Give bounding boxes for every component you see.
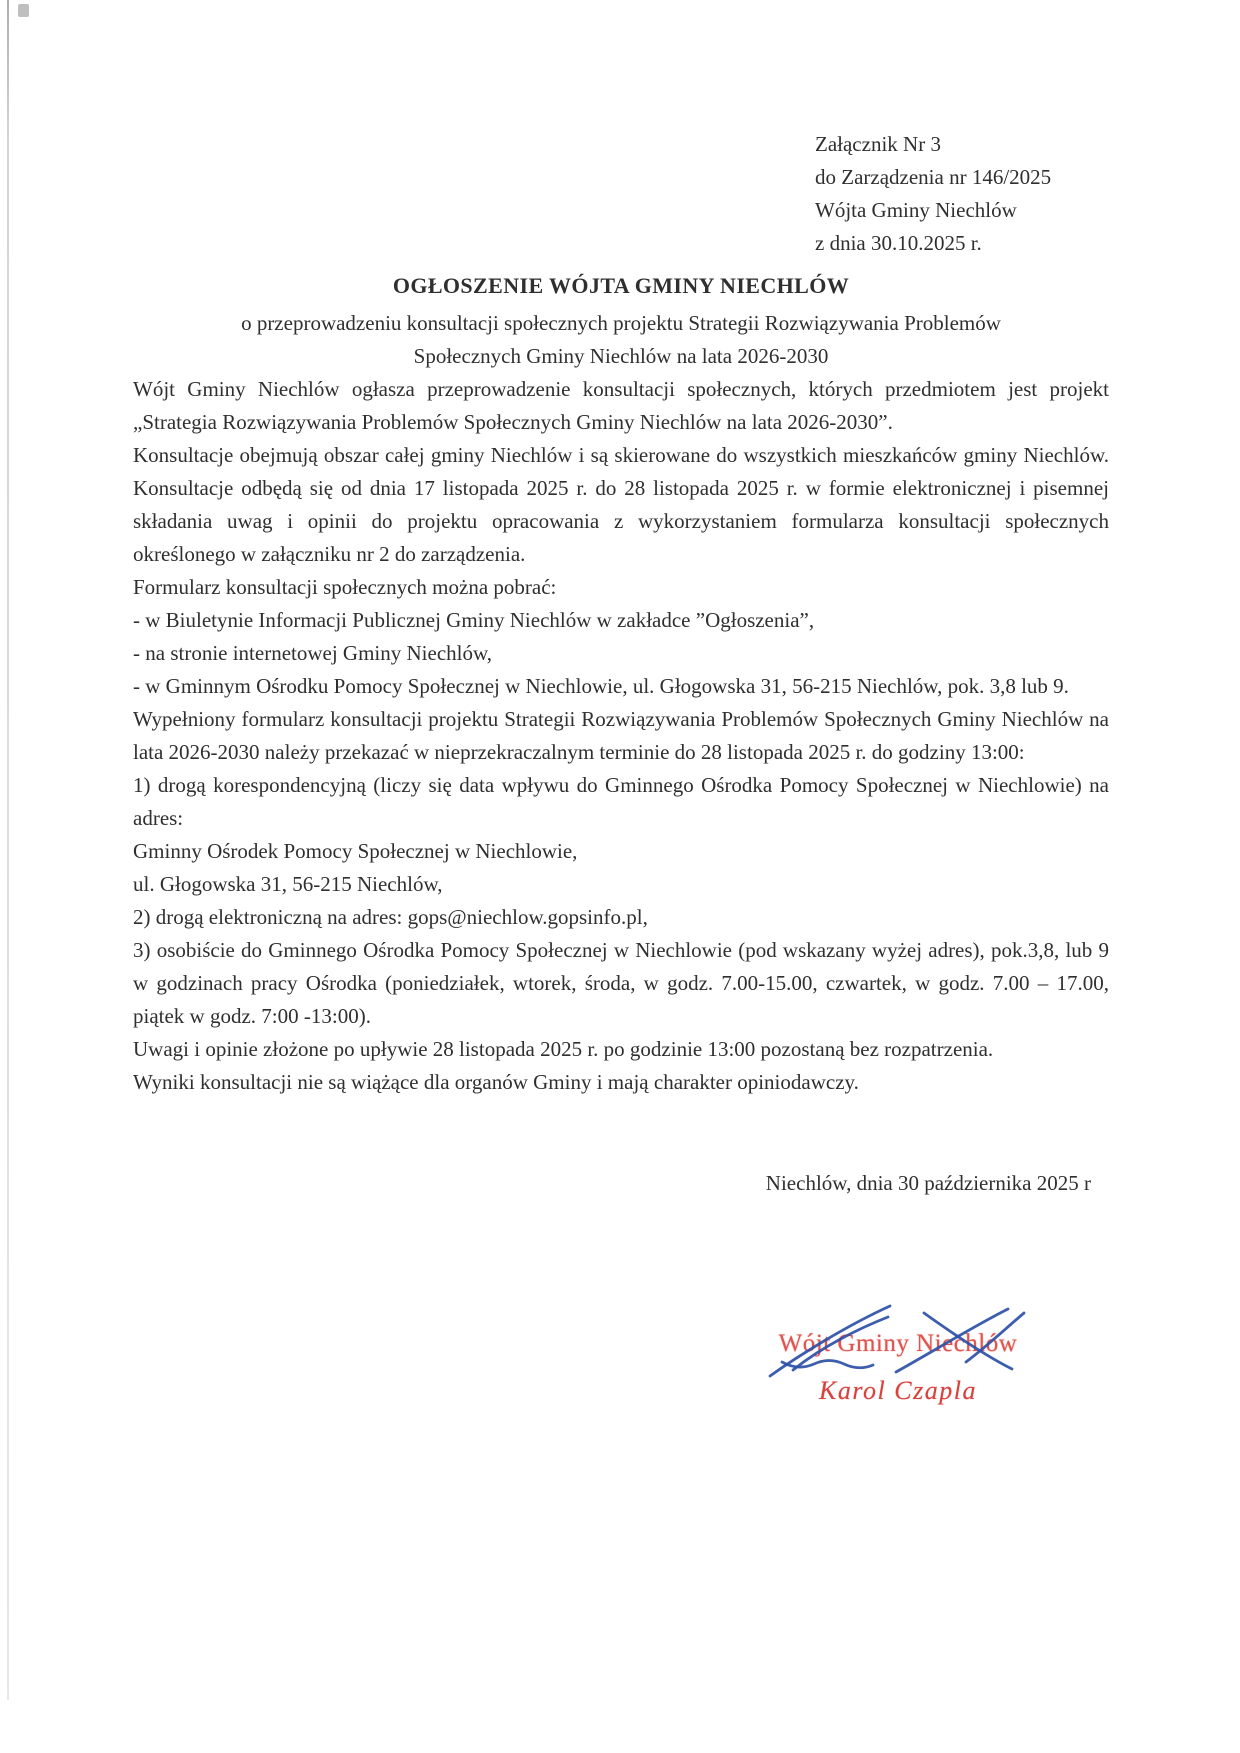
scan-corner-artifact — [18, 4, 29, 17]
consultation-scope-paragraph: Konsultacje obejmują obszar całej gminy Niechlów i są skierowane do wszystkich mieszkańców gminy Niechlów. Konsultacje odbędą się od dnia 17 listopada 2025 r. do 28 listopada 2025 r. w formie elektronicznej i pisemnej składania uwag i opinii do projektu opracowania z wykorzystaniem formularza konsultacji społecznych określonego w załączniku nr 2 do zarządzenia. — [133, 443, 1109, 566]
document-content — [133, 0, 1109, 1196]
submission-method-in-person: 3) osobiście do Gminnego Ośrodka Pomocy Społecznej w Niechlowie (pod wskazany wyżej adres), pok.3,8, lub 9 w godzinach pracy Ośrodka (poniedziałek, wtorek, środa, w godz. 7.00-15.00, czwartek, w godz. 7.00 – 17.00, piątek w godz. 7:00 -13:00). — [133, 938, 1109, 1028]
signatory-name: Karol Czapla — [819, 1376, 977, 1405]
download-location-office: - w Gminnym Ośrodku Pomocy Społecznej w Niechlowie, ul. Głogowska 31, 56-215 Niechlów, pok. 3,8 lub 9. — [133, 674, 1069, 698]
ordinance-date: z dnia 30.10.2025 r. — [815, 231, 982, 255]
submission-method-mail: 1) drogą korespondencyjną (liczy się data wpływu do Gminnego Ośrodka Pomocy Społecznej w Niechlowie) na adres: — [133, 773, 1109, 830]
document-title: OGŁOSZENIE WÓJTA GMINY NIECHLÓW — [392, 273, 850, 298]
handwritten-signature — [738, 1300, 1038, 1385]
office-address-name: Gminny Ośrodek Pomocy Społecznej w Niechlowie, — [133, 839, 578, 863]
place-and-date-line: Niechlów, dnia 30 października 2025 r — [765, 1171, 1091, 1195]
submission-method-email: 2) drogą elektroniczną na adres: gops@niechlow.gopsinfo.pl, — [133, 905, 648, 929]
late-submissions-note: Uwagi i opinie złożone po upływie 28 listopada 2025 r. po godzinie 13:00 pozostaną bez rozpatrzenia. — [133, 1037, 994, 1061]
form-download-intro: Formularz konsultacji społecznych można pobrać: — [133, 575, 557, 599]
signature-block — [738, 1300, 1058, 1430]
signatory-title-stamp: Wójt Gminy Niechlów — [778, 1330, 1018, 1357]
issuing-authority: Wójta Gminy Niechlów — [815, 198, 1017, 222]
scan-edge-artifact — [7, 0, 9, 1700]
ordinance-number: do Zarządzenia nr 146/2025 — [815, 165, 1052, 189]
download-location-bip: - w Biuletynie Informacji Publicznej Gminy Niechlów w zakładce ”Ogłoszenia”, — [133, 608, 815, 632]
attachment-reference-block — [815, 128, 1109, 260]
document-subtitle: o przeprowadzeniu konsultacji społecznych projektu Strategii Rozwiązywania Problemów Społecznych Gminy Niechlów na lata 2026-2030 — [241, 311, 1001, 368]
submission-deadline-paragraph: Wypełniony formularz konsultacji projektu Strategii Rozwiązywania Problemów Społecznych Gminy Niechlów na lata 2026-2030 należy przekazać w nieprzekraczalnym terminie do 28 listopada 2025 r. do godziny 13:00: — [133, 707, 1109, 764]
attachment-number: Załącznik Nr 3 — [815, 132, 941, 156]
announcement-paragraph: Wójt Gminy Niechlów ogłasza przeprowadzenie konsultacji społecznych, których przedmiotem jest projekt „Strategia Rozwiązywania Problemów Społecznych Gminy Niechlów na lata 2026-2030”. — [133, 377, 1109, 434]
advisory-nature-note: Wyniki konsultacji nie są wiążące dla organów Gminy i mają charakter opiniodawczy. — [133, 1070, 859, 1094]
office-address-street: ul. Głogowska 31, 56-215 Niechlów, — [133, 872, 443, 896]
download-location-website: - na stronie internetowej Gminy Niechlów, — [133, 641, 493, 665]
